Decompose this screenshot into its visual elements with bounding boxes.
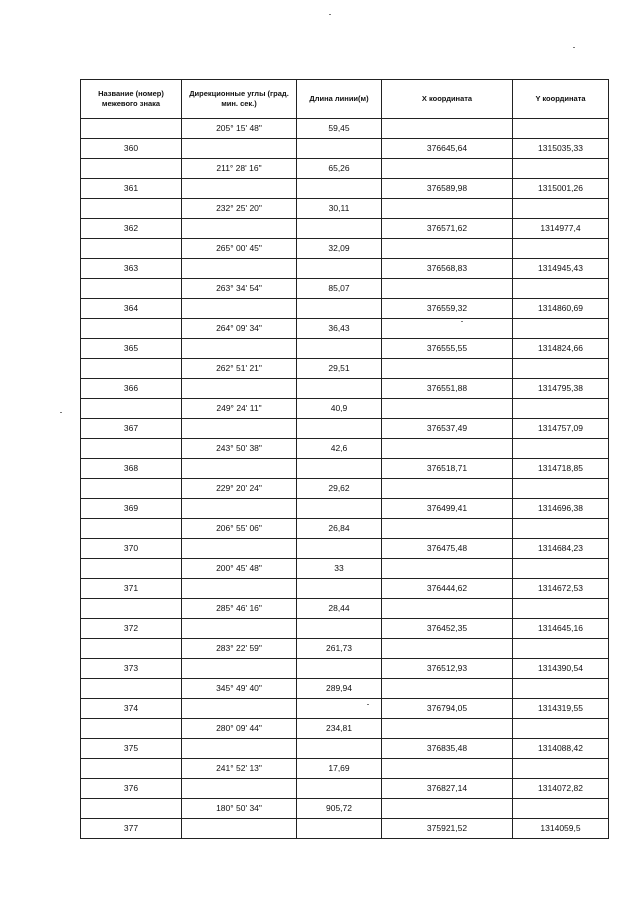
point-name-cell: 367 bbox=[81, 419, 182, 439]
direction-angle-cell bbox=[182, 739, 297, 759]
direction-angle-cell: 283° 22' 59" bbox=[182, 639, 297, 659]
x-coordinate-cell bbox=[382, 359, 513, 379]
point-name-cell: 366 bbox=[81, 379, 182, 399]
line-length-cell: 59,45 bbox=[297, 119, 382, 139]
x-coordinate-cell: 376475,48 bbox=[382, 539, 513, 559]
header-direction-angle: Дирекционные углы (град. мин. сек.) bbox=[182, 80, 297, 119]
table-row bbox=[81, 759, 609, 779]
x-coordinate-cell: 376452,35 bbox=[382, 619, 513, 639]
line-length-cell bbox=[297, 139, 382, 159]
x-coordinate-cell: 376499,41 bbox=[382, 499, 513, 519]
table-row bbox=[81, 659, 609, 679]
table-row bbox=[81, 299, 609, 319]
x-coordinate-cell: 376555,55 bbox=[382, 339, 513, 359]
y-coordinate-cell bbox=[513, 599, 609, 619]
table-row bbox=[81, 679, 609, 699]
line-length-cell bbox=[297, 499, 382, 519]
point-name-cell bbox=[81, 239, 182, 259]
direction-angle-cell: 249° 24' 11" bbox=[182, 399, 297, 419]
y-coordinate-cell: 1314319,55 bbox=[513, 699, 609, 719]
line-length-cell bbox=[297, 619, 382, 639]
line-length-cell bbox=[297, 459, 382, 479]
direction-angle-cell bbox=[182, 459, 297, 479]
direction-angle-cell bbox=[182, 779, 297, 799]
x-coordinate-cell bbox=[382, 279, 513, 299]
x-coordinate-cell: 376835,48 bbox=[382, 739, 513, 759]
direction-angle-cell bbox=[182, 179, 297, 199]
line-length-cell bbox=[297, 339, 382, 359]
line-length-cell: 28,44 bbox=[297, 599, 382, 619]
x-coordinate-cell: 376645,64 bbox=[382, 139, 513, 159]
table-row bbox=[81, 819, 609, 839]
point-name-cell bbox=[81, 279, 182, 299]
point-name-cell: 377 bbox=[81, 819, 182, 839]
point-name-cell: 374 bbox=[81, 699, 182, 719]
line-length-cell: 289,94 bbox=[297, 679, 382, 699]
line-length-cell bbox=[297, 739, 382, 759]
direction-angle-cell: 265° 00' 45" bbox=[182, 239, 297, 259]
table-header-row bbox=[81, 80, 609, 119]
point-name-cell: 368 bbox=[81, 459, 182, 479]
x-coordinate-cell: 376444,62 bbox=[382, 579, 513, 599]
table-row bbox=[81, 359, 609, 379]
scan-speck bbox=[573, 47, 575, 48]
point-name-cell: 363 bbox=[81, 259, 182, 279]
direction-angle-cell bbox=[182, 299, 297, 319]
direction-angle-cell bbox=[182, 659, 297, 679]
y-coordinate-cell: 1314824,66 bbox=[513, 339, 609, 359]
table-row bbox=[81, 519, 609, 539]
table-row bbox=[81, 739, 609, 759]
x-coordinate-cell: 376568,83 bbox=[382, 259, 513, 279]
table-row bbox=[81, 439, 609, 459]
x-coordinate-cell: 376512,93 bbox=[382, 659, 513, 679]
line-length-cell: 234,81 bbox=[297, 719, 382, 739]
direction-angle-cell bbox=[182, 339, 297, 359]
table-row bbox=[81, 339, 609, 359]
point-name-cell bbox=[81, 559, 182, 579]
scan-speck bbox=[329, 14, 331, 15]
direction-angle-cell bbox=[182, 419, 297, 439]
direction-angle-cell bbox=[182, 819, 297, 839]
direction-angle-cell: 263° 34' 54" bbox=[182, 279, 297, 299]
point-name-cell bbox=[81, 599, 182, 619]
x-coordinate-cell bbox=[382, 119, 513, 139]
y-coordinate-cell: 1314059,5 bbox=[513, 819, 609, 839]
line-length-cell: 42,6 bbox=[297, 439, 382, 459]
point-name-cell bbox=[81, 199, 182, 219]
x-coordinate-cell bbox=[382, 599, 513, 619]
table-row bbox=[81, 479, 609, 499]
line-length-cell: 33 bbox=[297, 559, 382, 579]
table-row bbox=[81, 799, 609, 819]
y-coordinate-cell: 1314645,16 bbox=[513, 619, 609, 639]
point-name-cell: 361 bbox=[81, 179, 182, 199]
line-length-cell bbox=[297, 659, 382, 679]
x-coordinate-cell bbox=[382, 319, 513, 339]
table-row bbox=[81, 279, 609, 299]
point-name-cell bbox=[81, 159, 182, 179]
y-coordinate-cell: 1314684,23 bbox=[513, 539, 609, 559]
table-row bbox=[81, 539, 609, 559]
y-coordinate-cell: 1314088,42 bbox=[513, 739, 609, 759]
table-row bbox=[81, 639, 609, 659]
y-coordinate-cell bbox=[513, 119, 609, 139]
point-name-cell bbox=[81, 359, 182, 379]
y-coordinate-cell: 1314696,38 bbox=[513, 499, 609, 519]
direction-angle-cell bbox=[182, 259, 297, 279]
x-coordinate-cell: 376794,05 bbox=[382, 699, 513, 719]
y-coordinate-cell bbox=[513, 359, 609, 379]
point-name-cell: 371 bbox=[81, 579, 182, 599]
point-name-cell bbox=[81, 719, 182, 739]
line-length-cell: 17,69 bbox=[297, 759, 382, 779]
line-length-cell: 40,9 bbox=[297, 399, 382, 419]
coordinates-table bbox=[80, 79, 609, 839]
point-name-cell bbox=[81, 319, 182, 339]
line-length-cell bbox=[297, 579, 382, 599]
table-row bbox=[81, 139, 609, 159]
y-coordinate-cell: 1314072,82 bbox=[513, 779, 609, 799]
x-coordinate-cell bbox=[382, 199, 513, 219]
point-name-cell bbox=[81, 639, 182, 659]
x-coordinate-cell: 376571,62 bbox=[382, 219, 513, 239]
y-coordinate-cell bbox=[513, 639, 609, 659]
y-coordinate-cell: 1314977,4 bbox=[513, 219, 609, 239]
point-name-cell: 364 bbox=[81, 299, 182, 319]
x-coordinate-cell: 376551,88 bbox=[382, 379, 513, 399]
table-row bbox=[81, 159, 609, 179]
direction-angle-cell: 264° 09' 34" bbox=[182, 319, 297, 339]
point-name-cell: 373 bbox=[81, 659, 182, 679]
y-coordinate-cell bbox=[513, 759, 609, 779]
y-coordinate-cell: 1314757,09 bbox=[513, 419, 609, 439]
point-name-cell: 372 bbox=[81, 619, 182, 639]
direction-angle-cell bbox=[182, 139, 297, 159]
header-line-length: Длина линии(м) bbox=[297, 80, 382, 119]
table-row bbox=[81, 599, 609, 619]
table-row bbox=[81, 779, 609, 799]
table-row bbox=[81, 499, 609, 519]
direction-angle-cell bbox=[182, 379, 297, 399]
line-length-cell bbox=[297, 219, 382, 239]
x-coordinate-cell bbox=[382, 159, 513, 179]
direction-angle-cell: 243° 50' 38" bbox=[182, 439, 297, 459]
line-length-cell: 32,09 bbox=[297, 239, 382, 259]
direction-angle-cell bbox=[182, 699, 297, 719]
table-row bbox=[81, 319, 609, 339]
table-row bbox=[81, 419, 609, 439]
x-coordinate-cell bbox=[382, 399, 513, 419]
point-name-cell: 360 bbox=[81, 139, 182, 159]
line-length-cell bbox=[297, 699, 382, 719]
table-row bbox=[81, 179, 609, 199]
line-length-cell bbox=[297, 419, 382, 439]
direction-angle-cell: 200° 45' 48" bbox=[182, 559, 297, 579]
y-coordinate-cell: 1315035,33 bbox=[513, 139, 609, 159]
x-coordinate-cell: 376827,14 bbox=[382, 779, 513, 799]
point-name-cell bbox=[81, 799, 182, 819]
point-name-cell: 369 bbox=[81, 499, 182, 519]
y-coordinate-cell bbox=[513, 199, 609, 219]
table-row bbox=[81, 459, 609, 479]
point-name-cell bbox=[81, 519, 182, 539]
direction-angle-cell bbox=[182, 219, 297, 239]
y-coordinate-cell bbox=[513, 399, 609, 419]
x-coordinate-cell: 376518,71 bbox=[382, 459, 513, 479]
y-coordinate-cell: 1314672,53 bbox=[513, 579, 609, 599]
direction-angle-cell: 280° 09' 44" bbox=[182, 719, 297, 739]
direction-angle-cell: 205° 15' 48" bbox=[182, 119, 297, 139]
header-x-coordinate: X координата bbox=[382, 80, 513, 119]
point-name-cell: 376 bbox=[81, 779, 182, 799]
line-length-cell: 30,11 bbox=[297, 199, 382, 219]
line-length-cell bbox=[297, 819, 382, 839]
table-row bbox=[81, 399, 609, 419]
point-name-cell bbox=[81, 119, 182, 139]
direction-angle-cell: 229° 20' 24" bbox=[182, 479, 297, 499]
direction-angle-cell: 211° 28' 16" bbox=[182, 159, 297, 179]
y-coordinate-cell bbox=[513, 519, 609, 539]
y-coordinate-cell: 1314945,43 bbox=[513, 259, 609, 279]
header-y-coordinate: Y координата bbox=[513, 80, 609, 119]
x-coordinate-cell bbox=[382, 439, 513, 459]
line-length-cell: 29,62 bbox=[297, 479, 382, 499]
direction-angle-cell: 180° 50' 34" bbox=[182, 799, 297, 819]
table-row bbox=[81, 259, 609, 279]
direction-angle-cell bbox=[182, 579, 297, 599]
direction-angle-cell bbox=[182, 499, 297, 519]
y-coordinate-cell: 1314860,69 bbox=[513, 299, 609, 319]
x-coordinate-cell bbox=[382, 679, 513, 699]
table-row bbox=[81, 119, 609, 139]
line-length-cell: 29,51 bbox=[297, 359, 382, 379]
direction-angle-cell bbox=[182, 539, 297, 559]
y-coordinate-cell bbox=[513, 239, 609, 259]
y-coordinate-cell: 1314718,85 bbox=[513, 459, 609, 479]
line-length-cell bbox=[297, 259, 382, 279]
table-row bbox=[81, 199, 609, 219]
y-coordinate-cell bbox=[513, 439, 609, 459]
x-coordinate-cell: 376589,98 bbox=[382, 179, 513, 199]
x-coordinate-cell: 375921,52 bbox=[382, 819, 513, 839]
y-coordinate-cell bbox=[513, 319, 609, 339]
y-coordinate-cell bbox=[513, 799, 609, 819]
line-length-cell: 85,07 bbox=[297, 279, 382, 299]
line-length-cell: 65,26 bbox=[297, 159, 382, 179]
direction-angle-cell: 285° 46' 16" bbox=[182, 599, 297, 619]
direction-angle-cell: 232° 25' 20" bbox=[182, 199, 297, 219]
x-coordinate-cell bbox=[382, 479, 513, 499]
direction-angle-cell: 206° 55' 06" bbox=[182, 519, 297, 539]
y-coordinate-cell bbox=[513, 719, 609, 739]
point-name-cell bbox=[81, 399, 182, 419]
point-name-cell: 362 bbox=[81, 219, 182, 239]
y-coordinate-cell: 1315001,26 bbox=[513, 179, 609, 199]
point-name-cell: 375 bbox=[81, 739, 182, 759]
direction-angle-cell bbox=[182, 619, 297, 639]
x-coordinate-cell: 376537,49 bbox=[382, 419, 513, 439]
direction-angle-cell: 262° 51' 21" bbox=[182, 359, 297, 379]
y-coordinate-cell bbox=[513, 679, 609, 699]
x-coordinate-cell bbox=[382, 519, 513, 539]
table-row bbox=[81, 379, 609, 399]
x-coordinate-cell bbox=[382, 639, 513, 659]
y-coordinate-cell bbox=[513, 159, 609, 179]
direction-angle-cell: 241° 52' 13" bbox=[182, 759, 297, 779]
y-coordinate-cell bbox=[513, 279, 609, 299]
point-name-cell: 370 bbox=[81, 539, 182, 559]
header-point-name: Название (номер) межевого знака bbox=[81, 80, 182, 119]
table-row bbox=[81, 579, 609, 599]
line-length-cell: 36,43 bbox=[297, 319, 382, 339]
x-coordinate-cell: 376559,32 bbox=[382, 299, 513, 319]
table-row bbox=[81, 699, 609, 719]
x-coordinate-cell bbox=[382, 759, 513, 779]
line-length-cell: 26,84 bbox=[297, 519, 382, 539]
table-row bbox=[81, 619, 609, 639]
table-row bbox=[81, 719, 609, 739]
line-length-cell bbox=[297, 539, 382, 559]
line-length-cell bbox=[297, 299, 382, 319]
y-coordinate-cell: 1314795,38 bbox=[513, 379, 609, 399]
line-length-cell bbox=[297, 779, 382, 799]
table-row bbox=[81, 559, 609, 579]
line-length-cell bbox=[297, 379, 382, 399]
x-coordinate-cell bbox=[382, 799, 513, 819]
x-coordinate-cell bbox=[382, 239, 513, 259]
x-coordinate-cell bbox=[382, 719, 513, 739]
line-length-cell: 261,73 bbox=[297, 639, 382, 659]
point-name-cell bbox=[81, 759, 182, 779]
table-row bbox=[81, 219, 609, 239]
table-body bbox=[81, 119, 609, 839]
direction-angle-cell: 345° 49' 40" bbox=[182, 679, 297, 699]
table-row bbox=[81, 239, 609, 259]
x-coordinate-cell bbox=[382, 559, 513, 579]
scan-speck bbox=[60, 412, 62, 413]
point-name-cell bbox=[81, 439, 182, 459]
point-name-cell bbox=[81, 679, 182, 699]
point-name-cell bbox=[81, 479, 182, 499]
y-coordinate-cell: 1314390,54 bbox=[513, 659, 609, 679]
line-length-cell bbox=[297, 179, 382, 199]
y-coordinate-cell bbox=[513, 559, 609, 579]
line-length-cell: 905,72 bbox=[297, 799, 382, 819]
y-coordinate-cell bbox=[513, 479, 609, 499]
point-name-cell: 365 bbox=[81, 339, 182, 359]
